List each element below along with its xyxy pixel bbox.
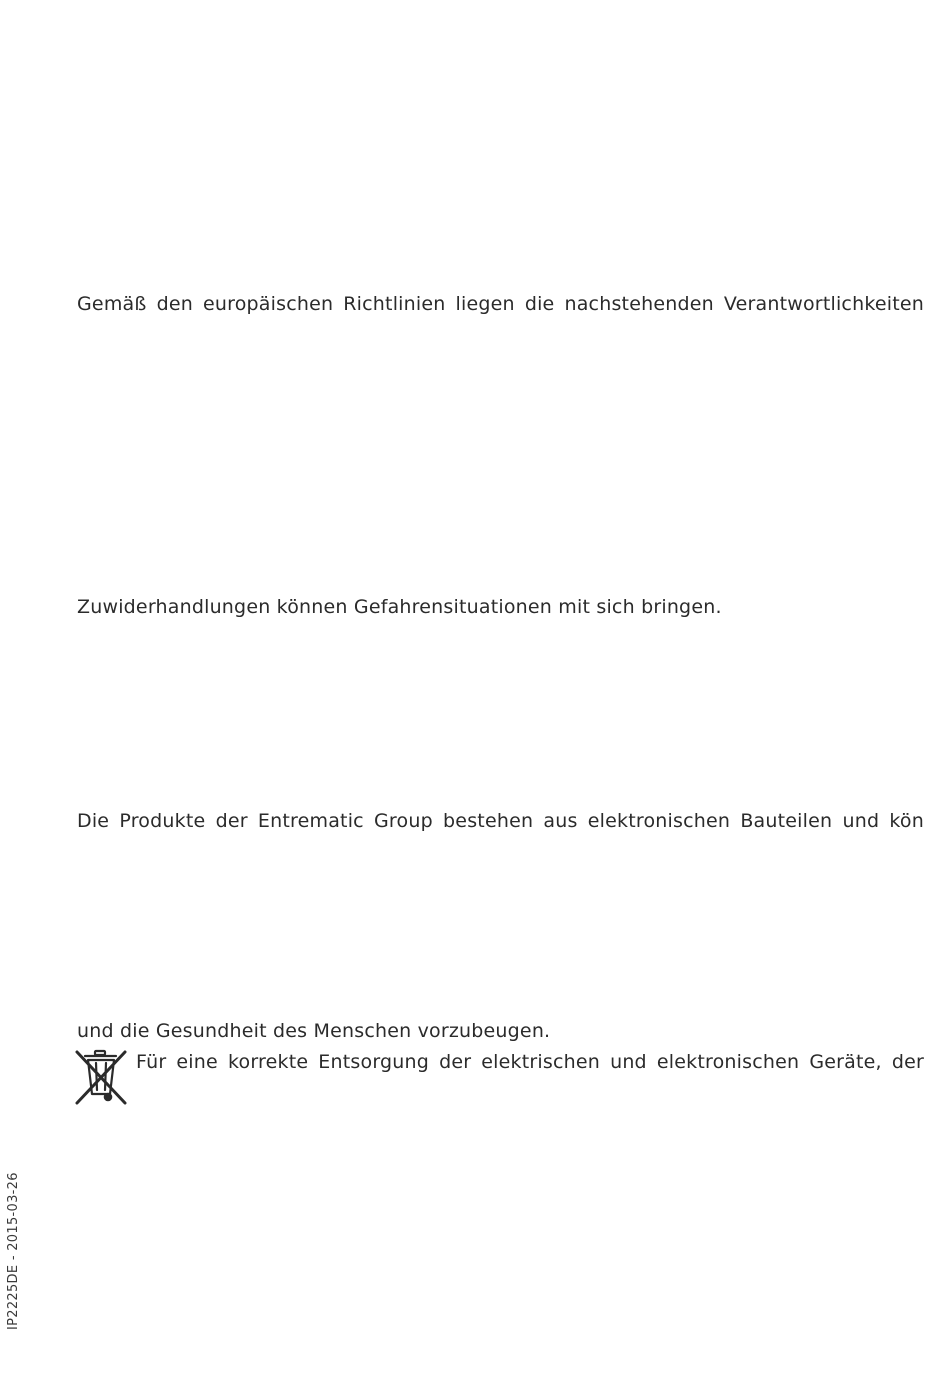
paragraph-health: und die Gesundheit des Menschen vorzubeugen.	[77, 1020, 551, 1042]
paragraph-disposal: Für eine korrekte Entsorgung der elektrischen und elektronischen Geräte, der	[136, 1051, 924, 1073]
paragraph-violations: Zuwiderhandlungen können Gefahrensituationen mit sich bringen.	[77, 596, 722, 618]
document-code: IP2225DE - 2015-03-26	[6, 1172, 21, 1330]
crossed-out-wheelie-bin-icon	[74, 1048, 128, 1106]
paragraph-products: Die Produkte der Entrematic Group bestehen aus elektronischen Bauteilen und kön	[77, 810, 924, 832]
paragraph-responsibilities: Gemäß den europäischen Richtlinien liegen die nachstehenden Verantwortlichkeiten	[77, 293, 924, 315]
